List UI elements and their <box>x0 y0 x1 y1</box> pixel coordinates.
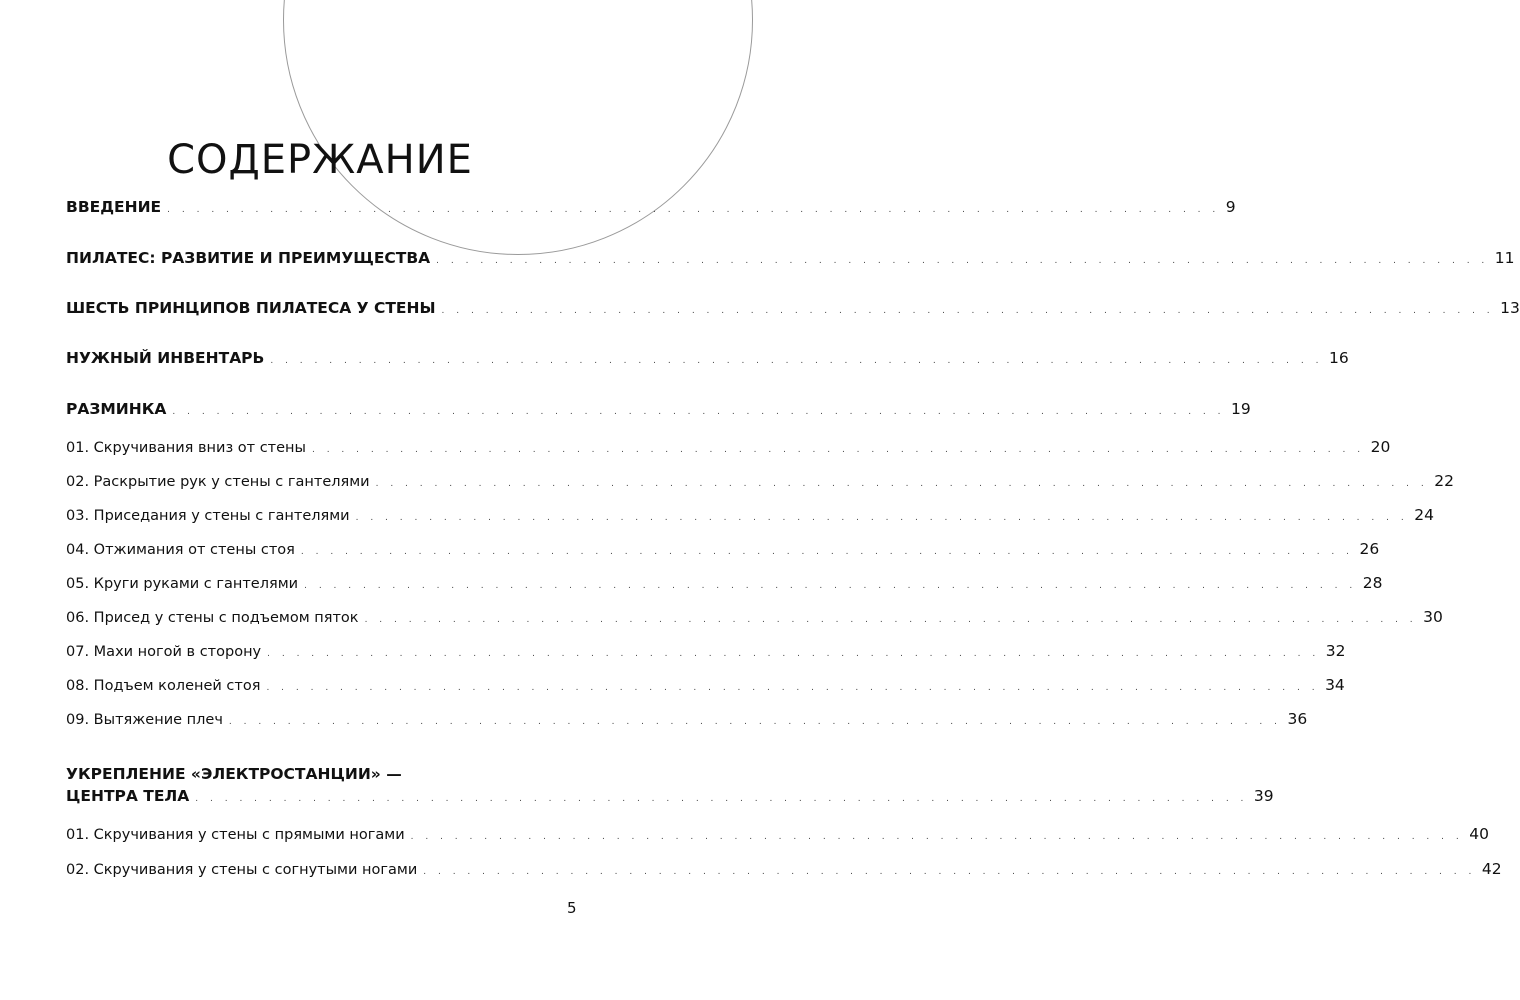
toc-entry-label-line1: УКРЕПЛЕНИЕ «ЭЛЕКТРОСТАНЦИИ» — <box>66 765 402 783</box>
toc-subentry-label: 07. Махи ногой в сторону <box>66 644 262 660</box>
page-title: СОДЕРЖАНИЕ <box>167 136 473 183</box>
toc-subentry-page: 32 <box>1325 642 1346 660</box>
toc-entry-page: 13 <box>1500 299 1520 317</box>
toc-entry-label: ШЕСТЬ ПРИНЦИПОВ ПИЛАТЕСА У СТЕНЫ <box>66 299 436 317</box>
toc-entry[interactable] <box>66 299 1520 317</box>
toc-entry-page: 16 <box>1328 349 1349 367</box>
toc-subentry[interactable] <box>66 472 1454 490</box>
page-number: 5 <box>567 899 577 917</box>
toc-subentry-page: 24 <box>1414 506 1434 524</box>
toc-subentry-label: 03. Приседания у стены с гантелями <box>66 508 350 524</box>
toc-entry-page: 39 <box>1253 787 1274 805</box>
toc-entry-page: 19 <box>1231 400 1251 418</box>
toc-entry-page: 11 <box>1494 249 1515 267</box>
dot-leader: . . . . . . . . . . . . . . . . . . . . . . . . . . . . . . . . . . . . . . . . . . . . . . . . . . . . . . . . . . . . . . . . . . . . . . . . <box>375 479 1429 489</box>
toc-subentry-label: 01. Скручивания у стены с прямыми ногами <box>66 827 405 843</box>
toc-subentry[interactable] <box>66 574 1383 592</box>
toc-subentry-page: 26 <box>1359 540 1380 558</box>
toc-entry-page: 9 <box>1225 198 1236 216</box>
toc-subentry-page: 40 <box>1469 825 1489 843</box>
dot-leader: . . . . . . . . . . . . . . . . . . . . . . . . . . . . . . . . . . . . . . . . . . . . . . . . . . . . . . . . . . . . . . . . . . . . . . . . <box>266 683 1320 693</box>
toc-subentry-page: 28 <box>1362 574 1383 592</box>
toc-subentry[interactable] <box>66 710 1308 728</box>
toc-entry-label: НУЖНЫЙ ИНВЕНТАРЬ <box>66 349 265 367</box>
toc-subentry[interactable] <box>66 642 1346 660</box>
toc-subentry[interactable] <box>66 506 1434 524</box>
dot-leader: . . . . . . . . . . . . . . . . . . . . . . . . . . . . . . . . . . . . . . . . . . . . . . . . . . . . . . . . . . . . . . . . . . . . . . . . <box>410 832 1464 842</box>
toc-entry-label: ЦЕНТРА ТЕЛА <box>66 787 190 805</box>
toc-subentry-page: 34 <box>1325 676 1345 694</box>
toc-subentry-label: 04. Отжимания от стены стоя <box>66 542 295 558</box>
toc-subentry-page: 22 <box>1434 472 1454 490</box>
toc-subentry[interactable] <box>66 860 1502 878</box>
decorative-circle <box>283 0 753 255</box>
toc-entry[interactable] <box>66 198 1236 216</box>
toc-subentry[interactable] <box>66 825 1489 843</box>
dot-leader: . . . . . . . . . . . . . . . . . . . . . . . . . . . . . . . . . . . . . . . . . . . . . . . . . . . . . . . . . . . . . . . . . . . . . . . . <box>304 581 1357 591</box>
dot-leader: . . . . . . . . . . . . . . . . . . . . . . . . . . . . . . . . . . . . . . . . . . . . . . . . . . . . . . . . . . . . . . . . . . . . . . . . <box>441 306 1495 316</box>
toc-subentry[interactable] <box>66 676 1345 694</box>
toc-subentry[interactable] <box>66 540 1380 558</box>
toc-entry[interactable] <box>66 787 1274 805</box>
toc-subentry[interactable] <box>66 438 1391 456</box>
toc-entry-label: РАЗМИНКА <box>66 400 167 418</box>
toc-subentry-label: 01. Скручивания вниз от стены <box>66 440 306 456</box>
toc-subentry-label: 05. Круги руками с гантелями <box>66 576 299 592</box>
dot-leader: . . . . . . . . . . . . . . . . . . . . . . . . . . . . . . . . . . . . . . . . . . . . . . . . . . . . . . . . . . . . . . . . . . . . . . . . <box>311 445 1365 455</box>
toc-entry[interactable] <box>66 400 1251 418</box>
toc-subentry-label: 06. Присед у стены с подъемом пяток <box>66 610 359 626</box>
dot-leader: . . . . . . . . . . . . . . . . . . . . . . . . . . . . . . . . . . . . . . . . . . . . . . . . . . . . . . . . . . . . . . . . . . . . . . . . <box>167 205 1220 215</box>
toc-subentry-label: 08. Подъем коленей стоя <box>66 678 261 694</box>
dot-leader: . . . . . . . . . . . . . . . . . . . . . . . . . . . . . . . . . . . . . . . . . . . . . . . . . . . . . . . . . . . . . . . . . . . . . . . . <box>300 547 1354 557</box>
toc-entry-label: ВВЕДЕНИЕ <box>66 198 162 216</box>
dot-leader: . . . . . . . . . . . . . . . . . . . . . . . . . . . . . . . . . . . . . . . . . . . . . . . . . . . . . . . . . . . . . . . . . . . . . . . . <box>228 717 1282 727</box>
toc-subentry-page: 20 <box>1370 438 1391 456</box>
toc-subentry-label: 09. Вытяжение плеч <box>66 712 223 728</box>
toc-subentry-page: 42 <box>1481 860 1502 878</box>
toc-subentry-page: 30 <box>1423 608 1443 626</box>
toc-entry[interactable] <box>66 349 1349 367</box>
toc-subentry[interactable] <box>66 608 1443 626</box>
dot-leader: . . . . . . . . . . . . . . . . . . . . . . . . . . . . . . . . . . . . . . . . . . . . . . . . . . . . . . . . . . . . . . . . . . . . . . . . <box>355 513 1409 523</box>
toc-entry[interactable] <box>66 249 1515 267</box>
dot-leader: . . . . . . . . . . . . . . . . . . . . . . . . . . . . . . . . . . . . . . . . . . . . . . . . . . . . . . . . . . . . . . . . . . . . . . . . <box>364 615 1418 625</box>
dot-leader: . . . . . . . . . . . . . . . . . . . . . . . . . . . . . . . . . . . . . . . . . . . . . . . . . . . . . . . . . . . . . . . . . . . . . . . . <box>172 407 1226 417</box>
dot-leader: . . . . . . . . . . . . . . . . . . . . . . . . . . . . . . . . . . . . . . . . . . . . . . . . . . . . . . . . . . . . . . . . . . . . . . . . <box>195 794 1248 804</box>
dot-leader: . . . . . . . . . . . . . . . . . . . . . . . . . . . . . . . . . . . . . . . . . . . . . . . . . . . . . . . . . . . . . . . . . . . . . . . . <box>436 256 1489 266</box>
dot-leader: . . . . . . . . . . . . . . . . . . . . . . . . . . . . . . . . . . . . . . . . . . . . . . . . . . . . . . . . . . . . . . . . . . . . . . . . <box>270 356 1323 366</box>
toc-subentry-page: 36 <box>1287 710 1308 728</box>
toc-subentry-label: 02. Раскрытие рук у стены с гантелями <box>66 474 370 490</box>
dot-leader: . . . . . . . . . . . . . . . . . . . . . . . . . . . . . . . . . . . . . . . . . . . . . . . . . . . . . . . . . . . . . . . . . . . . . . . . <box>423 867 1476 877</box>
toc-entry-label: ПИЛАТЕС: РАЗВИТИЕ И ПРЕИМУЩЕСТВА <box>66 249 431 267</box>
dot-leader: . . . . . . . . . . . . . . . . . . . . . . . . . . . . . . . . . . . . . . . . . . . . . . . . . . . . . . . . . . . . . . . . . . . . . . . . <box>267 649 1320 659</box>
toc-subentry-label: 02. Скручивания у стены с согнутыми ногами <box>66 862 418 878</box>
